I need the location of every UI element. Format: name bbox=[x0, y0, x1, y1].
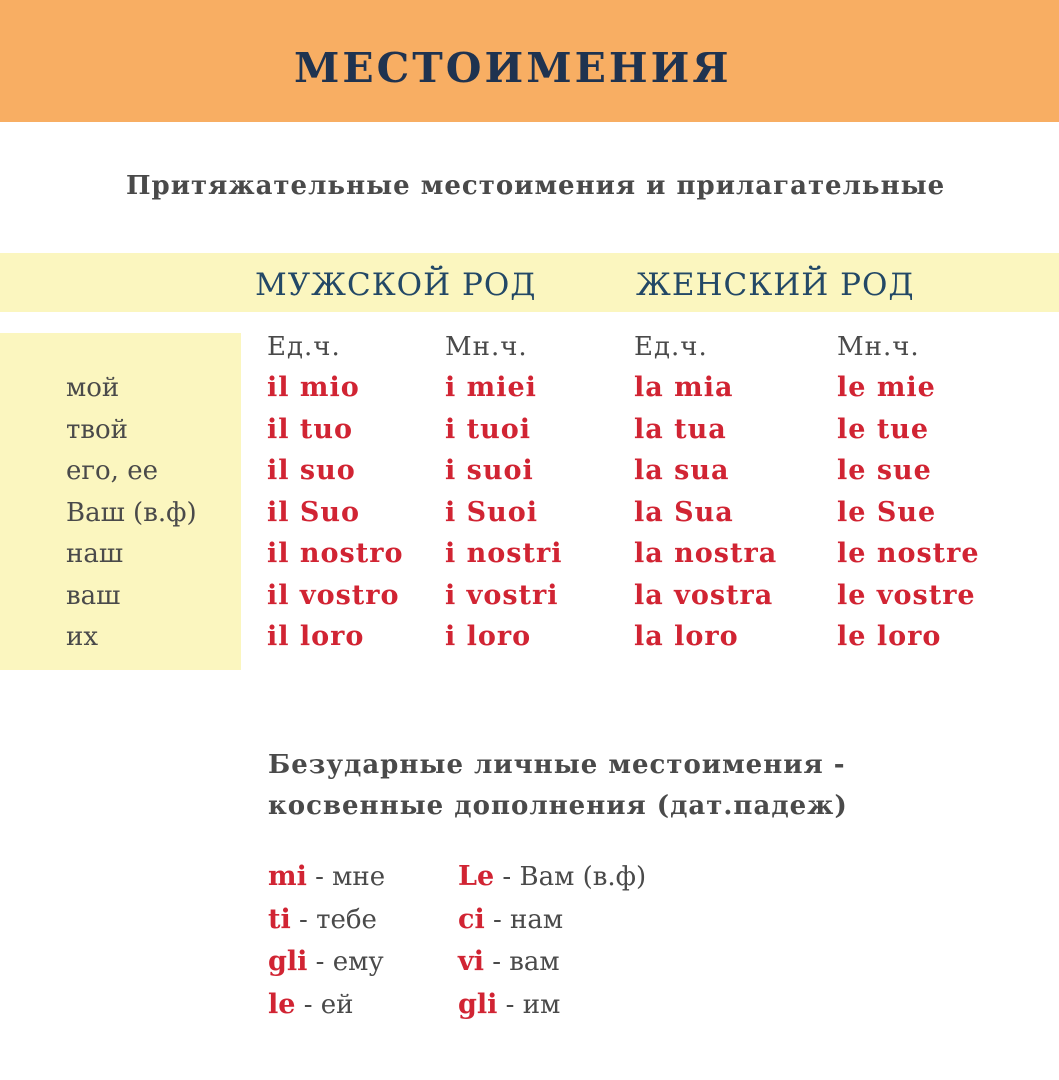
russian-translation: нам bbox=[510, 904, 564, 935]
russian-pronoun: твой bbox=[66, 414, 129, 445]
italian-form: le tue bbox=[837, 413, 930, 445]
russian-translation: тебе bbox=[316, 904, 377, 935]
column-header: Мн.ч. bbox=[837, 332, 920, 362]
italian-form: il suo bbox=[267, 455, 356, 486]
italian-pronoun: gli bbox=[458, 988, 498, 1020]
italian-form: i Suoi bbox=[445, 496, 539, 528]
russian-pronoun: их bbox=[66, 622, 98, 652]
russian-translation: вам bbox=[509, 947, 560, 977]
italian-form: i loro bbox=[445, 621, 532, 652]
fem-plural-column bbox=[837, 327, 980, 658]
fem-singular-column bbox=[634, 327, 777, 658]
russian-pronoun: Ваш (в.ф) bbox=[66, 497, 197, 528]
italian-form: i nostri bbox=[445, 538, 563, 569]
masculine-heading: МУЖСКОЙ РОД bbox=[255, 267, 537, 303]
italian-form: la sua bbox=[634, 455, 730, 486]
dative-section-title bbox=[268, 745, 848, 827]
italian-form: le loro bbox=[837, 621, 942, 652]
dash-separator: - bbox=[290, 904, 317, 935]
italian-form: la loro bbox=[634, 621, 739, 652]
column-header: Мн.ч. bbox=[445, 332, 528, 362]
russian-pronoun: ваш bbox=[66, 580, 121, 611]
italian-form: il nostro bbox=[267, 538, 404, 569]
italian-form: la Sua bbox=[634, 496, 734, 528]
feminine-heading: ЖЕНСКИЙ РОД bbox=[636, 267, 915, 303]
russian-pronoun-list bbox=[66, 368, 197, 659]
italian-form: le vostre bbox=[837, 579, 976, 611]
italian-form: la mia bbox=[634, 372, 734, 403]
italian-pronoun: Le bbox=[458, 861, 495, 892]
dash-separator: - bbox=[295, 989, 321, 1020]
dash-separator: - bbox=[484, 904, 511, 935]
italian-pronoun: mi bbox=[268, 861, 307, 892]
dative-item bbox=[268, 984, 385, 1027]
italian-pronoun: ti bbox=[268, 903, 291, 935]
dative-right-list bbox=[458, 856, 646, 1026]
dative-item bbox=[458, 941, 646, 984]
russian-pronoun: наш bbox=[66, 539, 124, 569]
dative-item bbox=[268, 856, 385, 899]
italian-form: le mie bbox=[837, 372, 936, 403]
italian-pronoun: vi bbox=[458, 946, 484, 977]
italian-form: le nostre bbox=[837, 538, 980, 569]
italian-form: i tuoi bbox=[445, 413, 532, 445]
italian-form: il vostro bbox=[267, 579, 400, 611]
title-banner bbox=[0, 0, 1059, 122]
italian-form: il mio bbox=[267, 372, 360, 403]
italian-form: il loro bbox=[267, 621, 365, 652]
italian-pronoun: le bbox=[268, 988, 296, 1020]
page-title: МЕСТОИМЕНИЯ bbox=[294, 44, 732, 92]
masc-singular-column bbox=[267, 327, 403, 658]
italian-form: il Suo bbox=[267, 496, 361, 528]
column-header: Ед.ч. bbox=[267, 332, 341, 362]
russian-pronoun: его, ее bbox=[66, 456, 158, 486]
dash-separator: - bbox=[483, 947, 510, 977]
russian-translation: ему bbox=[332, 947, 384, 977]
italian-form: la vostra bbox=[634, 579, 774, 611]
dative-item bbox=[458, 856, 646, 899]
russian-translation: ей bbox=[320, 989, 354, 1020]
column-header: Ед.ч. bbox=[634, 332, 708, 362]
russian-translation: Вам (в.ф) bbox=[519, 862, 647, 892]
dash-separator: - bbox=[307, 947, 333, 977]
dash-separator: - bbox=[497, 989, 523, 1020]
dash-separator: - bbox=[494, 862, 520, 892]
italian-form: le sue bbox=[837, 455, 932, 486]
russian-translation: им bbox=[522, 989, 561, 1020]
italian-form: le Sue bbox=[837, 496, 937, 528]
possessives-subtitle: Притяжательные местоимения и прилагательные bbox=[126, 171, 946, 201]
italian-form: i vostri bbox=[445, 579, 559, 611]
italian-form: i suoi bbox=[445, 455, 534, 486]
dative-item bbox=[268, 941, 385, 984]
italian-pronoun: gli bbox=[268, 946, 308, 977]
dash-separator: - bbox=[306, 862, 333, 892]
italian-form: i miei bbox=[445, 372, 537, 403]
dative-item bbox=[458, 984, 646, 1027]
masc-plural-column bbox=[445, 327, 562, 658]
dative-title-line: Безударные личные местоимения - bbox=[268, 750, 846, 780]
dative-left-list bbox=[268, 856, 385, 1026]
dative-title-line: косвенные дополнения (дат.падеж) bbox=[268, 791, 848, 821]
dative-item bbox=[458, 899, 646, 942]
russian-translation: мне bbox=[332, 862, 386, 892]
russian-pronoun: мой bbox=[66, 373, 120, 403]
italian-pronoun: ci bbox=[458, 903, 485, 935]
italian-form: la tua bbox=[634, 413, 727, 445]
dative-item bbox=[268, 899, 385, 942]
italian-form: la nostra bbox=[634, 538, 778, 569]
italian-form: il tuo bbox=[267, 413, 354, 445]
